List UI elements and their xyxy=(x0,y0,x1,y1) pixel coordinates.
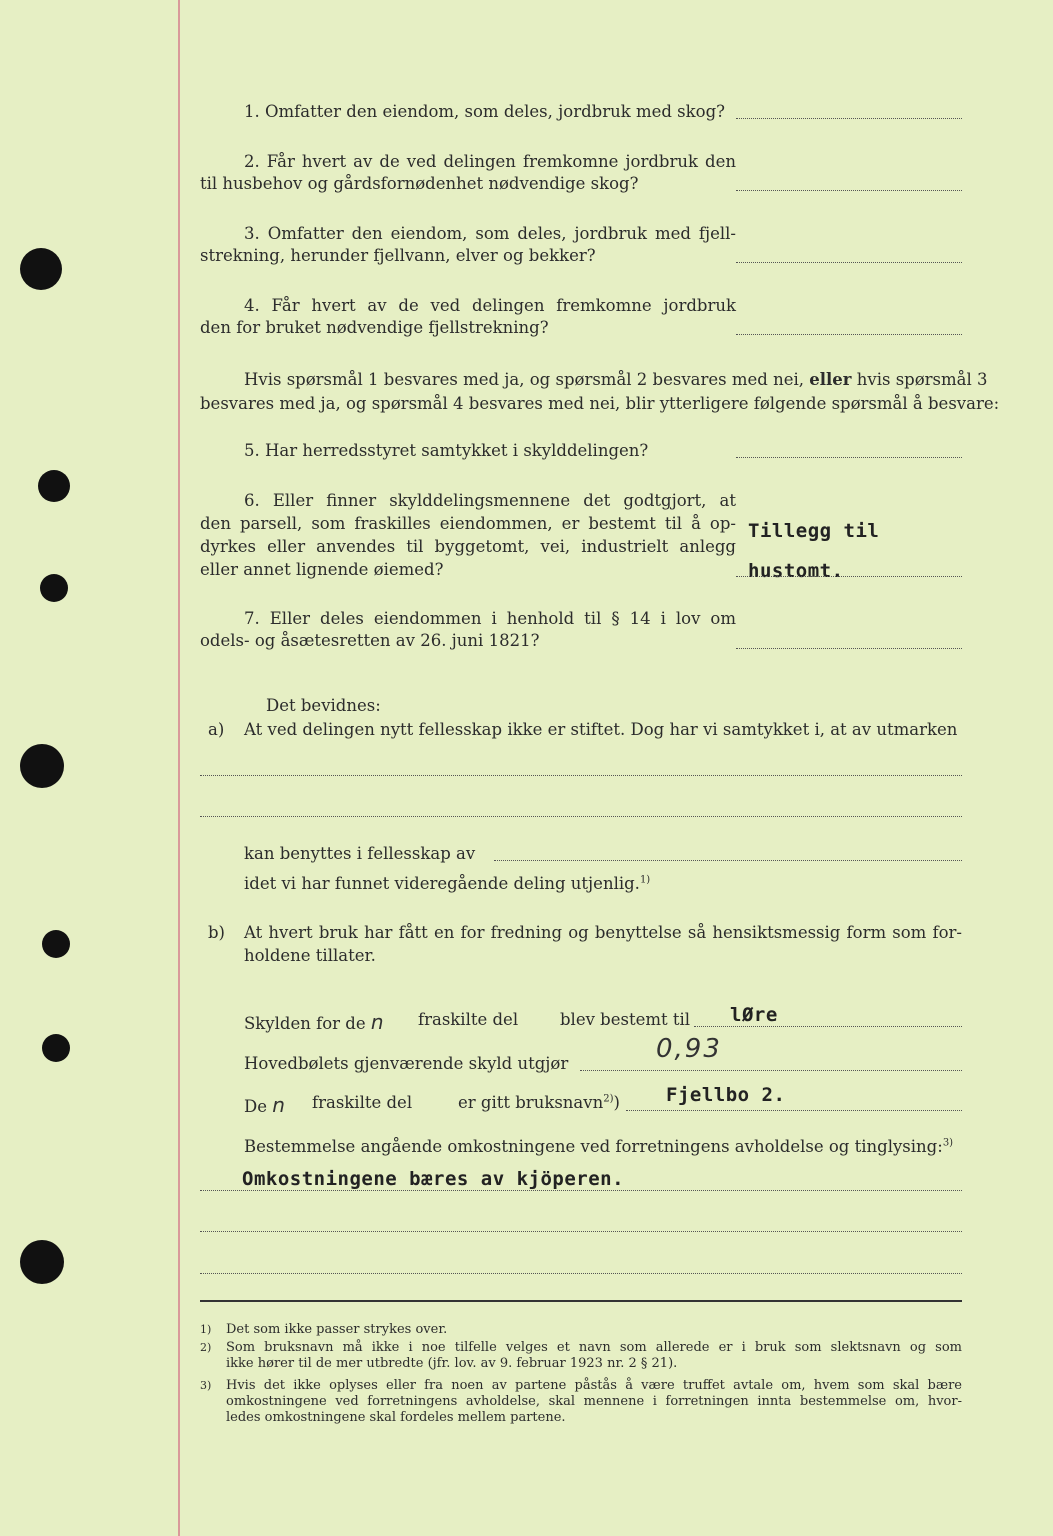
skyld-row xyxy=(244,1010,386,1034)
question-6-line4: eller annet lignende øiemed? xyxy=(200,560,444,579)
footnote-2-line2: ikke hører til de mer utbredte (jfr. lov. av 9. februar 1923 nr. 2 § 21). xyxy=(226,1356,678,1371)
punch-hole xyxy=(38,470,70,502)
punch-hole xyxy=(40,574,68,602)
condition-line1-b: hvis spørsmål 3 xyxy=(856,370,988,389)
hoved-answer-line[interactable] xyxy=(580,1070,962,1071)
navn-prefix: De xyxy=(244,1097,267,1116)
condition-line1-bold: eller xyxy=(809,370,852,389)
attest-b-label: b) xyxy=(208,923,225,942)
question-4-answer-line[interactable] xyxy=(736,334,962,335)
footnote-3-line3: ledes omkostningene skal fordeles mellem partene. xyxy=(226,1410,566,1425)
omk-label-row xyxy=(244,1137,953,1156)
question-5-text: 5. Har herredsstyret samtykket i skylddelingen? xyxy=(244,441,649,460)
footnote-3-num: 3) xyxy=(200,1379,212,1392)
question-7-answer-line[interactable] xyxy=(736,648,962,649)
attest-a-fellesskap-line[interactable] xyxy=(494,860,962,861)
skyld-prefix: Skylden for de xyxy=(244,1014,366,1033)
question-3-line2: strekning, herunder fjellvann, elver og bekker? xyxy=(200,246,596,265)
navn-suffix xyxy=(458,1093,620,1112)
footnote-2 xyxy=(200,1340,962,1372)
punch-hole xyxy=(20,248,62,290)
navn-suffix-text: er gitt bruksnavn xyxy=(458,1093,604,1112)
attest-a-label: a) xyxy=(208,720,225,739)
punch-hole xyxy=(42,1034,70,1062)
question-6-line1: 6. Eller finner skylddelingsmennene det godtgjort, at xyxy=(244,491,736,510)
attest-heading: Det bevidnes: xyxy=(266,696,381,715)
question-7-line1: 7. Eller deles eiendommen i henhold til § 14 i lov om xyxy=(244,609,736,628)
attest-a-text: At ved delingen nytt fellesskap ikke er stiftet. Dog har vi samtykket i, at av utmarken xyxy=(244,720,958,739)
question-6-line3: dyrkes eller anvendes til byggetomt, vei, industrielt anlegg xyxy=(200,537,736,556)
punch-hole xyxy=(20,744,64,788)
question-5-answer-line[interactable] xyxy=(736,457,962,458)
footnote-2-num: 2) xyxy=(200,1341,212,1354)
condition-line2: besvares med ja, og spørsmål 4 besvares med nei, blir ytterligere følgende spørsmål å besvare: xyxy=(200,394,1000,413)
skyld-n-handwritten: n xyxy=(370,1010,386,1034)
omk-answer-line-3[interactable] xyxy=(200,1273,962,1274)
footnote-3-line2: omkostningene ved forretningens avholdelse, skal mennene i forretningen innta bestemmelse om, hvor- xyxy=(226,1394,962,1409)
footnote-3-line1: Hvis det ikke oplyses eller fra noen av partene påstås å være truffet avtale om, hvem som skal bære xyxy=(226,1378,962,1393)
navn-n-handwritten: n xyxy=(272,1093,287,1117)
footnote-rule xyxy=(200,1300,962,1302)
question-6-line2: den parsell, som fraskilles eiendommen, er bestemt til å op- xyxy=(200,514,736,533)
punch-hole xyxy=(42,930,70,958)
attest-a-blank-2[interactable] xyxy=(200,816,962,817)
footnote-1 xyxy=(200,1322,962,1338)
question-3-answer-line[interactable] xyxy=(736,262,962,263)
footnote-3 xyxy=(200,1378,962,1426)
footnote-1-line1: Det som ikke passer strykes over. xyxy=(226,1322,448,1337)
navn-mid: fraskilte del xyxy=(312,1093,413,1112)
skyld-answer-line[interactable] xyxy=(694,1026,962,1027)
omk-label: Bestemmelse angående omkostningene ved forretningens avholdelse og tinglysing: xyxy=(244,1137,943,1156)
question-2-line2: til husbehov og gårdsfornødenhet nødvendige skog? xyxy=(200,174,639,193)
question-4-line2: den for bruket nødvendige fjellstrekning? xyxy=(200,318,549,337)
question-7-line2: odels- og åsætesretten av 26. juni 1821? xyxy=(200,631,540,650)
omk-answer-line-1[interactable] xyxy=(200,1190,962,1191)
navn-close: ) xyxy=(613,1093,620,1112)
question-1-answer-line[interactable] xyxy=(736,118,962,119)
footnote-ref-3: 3) xyxy=(942,1137,954,1149)
attest-a-line3-text: idet vi har funnet videregående deling utjenlig. xyxy=(244,874,640,893)
attest-b-text1: At hvert bruk har fått en for fredning og benyttelse så hensiktsmessig form som for- xyxy=(244,923,962,942)
condition-line1 xyxy=(244,370,988,389)
hoved-label: Hovedbølets gjenværende skyld utgjør xyxy=(244,1054,569,1073)
navn-answer-line[interactable] xyxy=(626,1110,962,1111)
navn-row xyxy=(244,1093,287,1117)
footnote-1-num: 1) xyxy=(200,1323,212,1336)
skyld-suffix: blev bestemt til xyxy=(560,1010,691,1029)
footnote-2-line1: Som bruksnavn må ikke i noe tilfelle velges et navn som allerede er i bruk som slektsnavn og som xyxy=(226,1340,962,1355)
question-6-answer-typed-2: hustomt. xyxy=(748,560,844,582)
attest-a-line3 xyxy=(244,874,650,893)
question-2-answer-line[interactable] xyxy=(736,190,962,191)
punch-hole xyxy=(20,1240,64,1284)
question-6-answer-typed-1: Tillegg til xyxy=(748,520,880,542)
navn-value: Fjellbo 2. xyxy=(666,1084,786,1106)
margin-line xyxy=(178,0,180,1536)
attest-b-text2: holdene tillater. xyxy=(244,946,376,965)
attest-a-line2: kan benyttes i fellesskap av xyxy=(244,844,476,863)
footnote-ref-1: 1) xyxy=(639,874,651,886)
hoved-value-handwritten: 0,93 xyxy=(656,1034,722,1064)
question-3-line1: 3. Omfatter den eiendom, som deles, jordbruk med fjell- xyxy=(244,224,736,243)
attest-a-blank-1[interactable] xyxy=(200,775,962,776)
skyld-mid: fraskilte del xyxy=(418,1010,519,1029)
footnote-ref-2: 2) xyxy=(603,1093,614,1105)
condition-line1-a: Hvis spørsmål 1 besvares med ja, og spørsmål 2 besvares med nei, xyxy=(244,370,805,389)
question-2-line1: 2. Får hvert av de ved delingen fremkomne jordbruk den xyxy=(244,152,736,171)
skyld-value: lØre xyxy=(730,1004,778,1026)
omk-answer-line-2[interactable] xyxy=(200,1231,962,1232)
question-6-answer-line[interactable] xyxy=(736,576,962,577)
omk-value: Omkostningene bæres av kjöperen. xyxy=(242,1168,625,1190)
question-4-line1: 4. Får hvert av de ved delingen fremkomne jordbruk xyxy=(244,296,736,315)
question-1-text: 1. Omfatter den eiendom, som deles, jordbruk med skog? xyxy=(244,102,725,121)
